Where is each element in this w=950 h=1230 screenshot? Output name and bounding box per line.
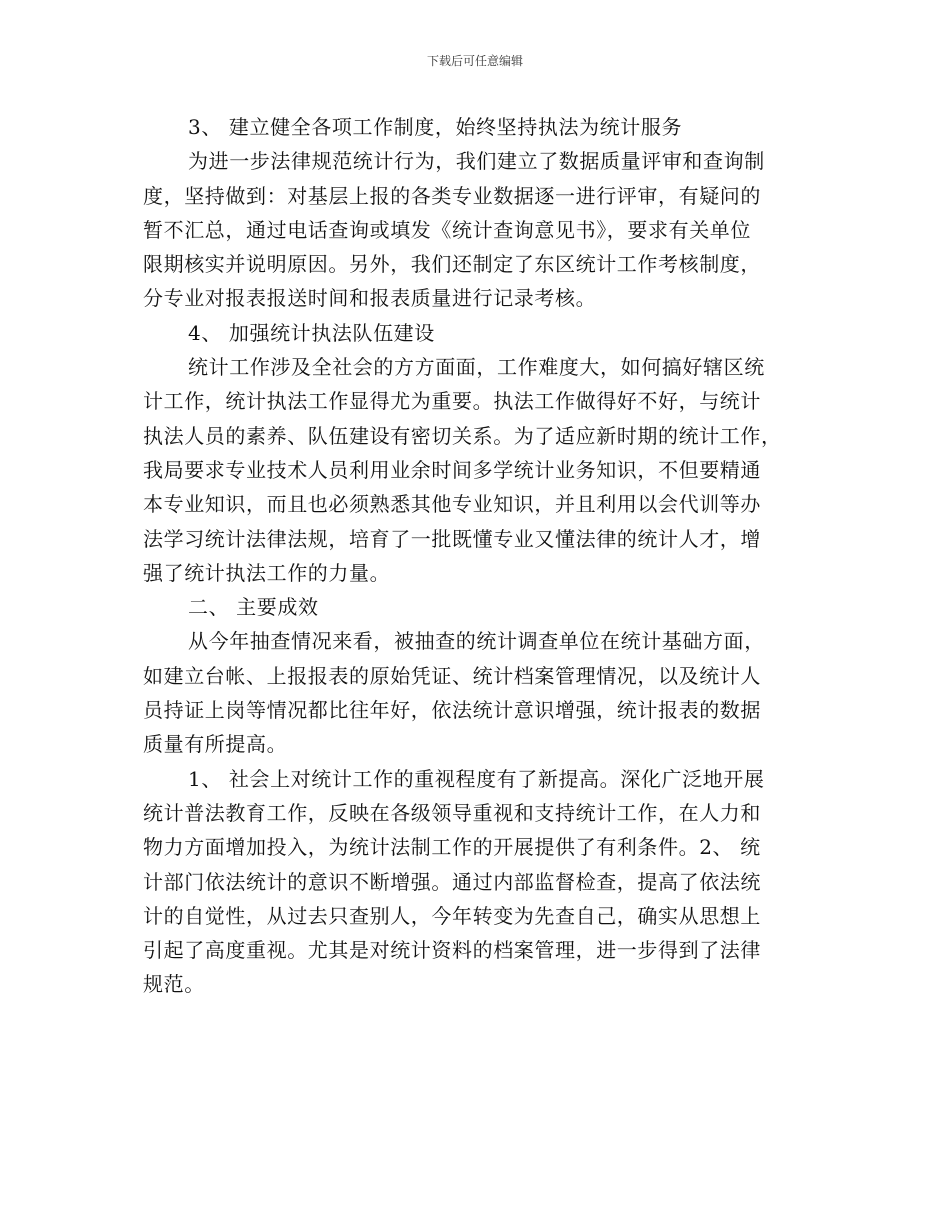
text-line: 引起了高度重视。尤其是对统计资料的档案管理，进一步得到了法律	[143, 938, 761, 963]
text-line: 从今年抽查情况来看，被抽查的统计调查单位在统计基础方面，	[188, 629, 765, 654]
document-body	[143, 110, 803, 1002]
text-line: 如建立台帐、上报报表的原始凭证、统计档案管理情况，以及统计人	[143, 663, 761, 688]
text-line: 质量有所提高。	[143, 732, 288, 757]
text-line: 强了统计执法工作的力量。	[143, 560, 391, 585]
text-line: 3、 建立健全各项工作制度，始终坚持执法为统计服务	[188, 115, 683, 139]
text-line: 计的自觉性，从过去只查别人，今年转变为先查自己，确实从思想上	[143, 903, 761, 928]
text-line: 执法人员的素养、队伍建设有密切关系。为了适应新时期的统计工作，	[143, 423, 782, 448]
text-line: 计工作，统计执法工作显得尤为重要。执法工作做得好不好，与统计	[143, 389, 761, 414]
text-line: 限期核实并说明原因。另外，我们还制定了东区统计工作考核制度，	[143, 252, 761, 277]
text-line: 我局要求专业技术人员利用业余时间多学统计业务知识，不但要精通	[143, 457, 761, 482]
text-line: 物力方面增加投入，为统计法制工作的开展提供了有利条件。2、 统	[143, 835, 761, 860]
text-line: 员持证上岗等情况都比往年好，依法统计意识增强，统计报表的数据	[143, 698, 761, 723]
text-line: 本专业知识，而且也必须熟悉其他专业知识，并且利用以会代训等办	[143, 492, 761, 517]
text-line: 度，坚持做到：对基层上报的各类专业数据逐一进行评审，有疑问的	[143, 183, 761, 208]
page-header: 下载后可任意编辑	[426, 54, 523, 68]
text-line: 4、 加强统计执法队伍建设	[188, 320, 435, 345]
text-line: 计部门依法统计的意识不断增强。通过内部监督检查，提高了依法统	[143, 869, 761, 894]
text-line: 规范。	[143, 972, 205, 997]
text-line: 暂不汇总，通过电话查询或填发《统计查询意见书》，要求有关单位	[143, 217, 751, 242]
text-line: 分专业对报表报送时间和报表质量进行记录考核。	[143, 286, 597, 311]
text-line: 1、 社会上对统计工作的重视程度有了新提高。深化广泛地开展	[188, 766, 765, 791]
text-line: 法学习统计法律法规，培育了一批既懂专业又懂法律的统计人才，增	[143, 526, 761, 551]
text-line: 统计普法教育工作，反映在各级领导重视和支持统计工作，在人力和	[143, 800, 761, 825]
text-line: 二、 主要成效	[188, 595, 319, 620]
text-line: 为进一步法律规范统计行为，我们建立了数据质量评审和查询制	[188, 149, 765, 174]
text-line: 统计工作涉及全社会的方方面面，工作难度大，如何搞好辖区统	[188, 355, 765, 380]
